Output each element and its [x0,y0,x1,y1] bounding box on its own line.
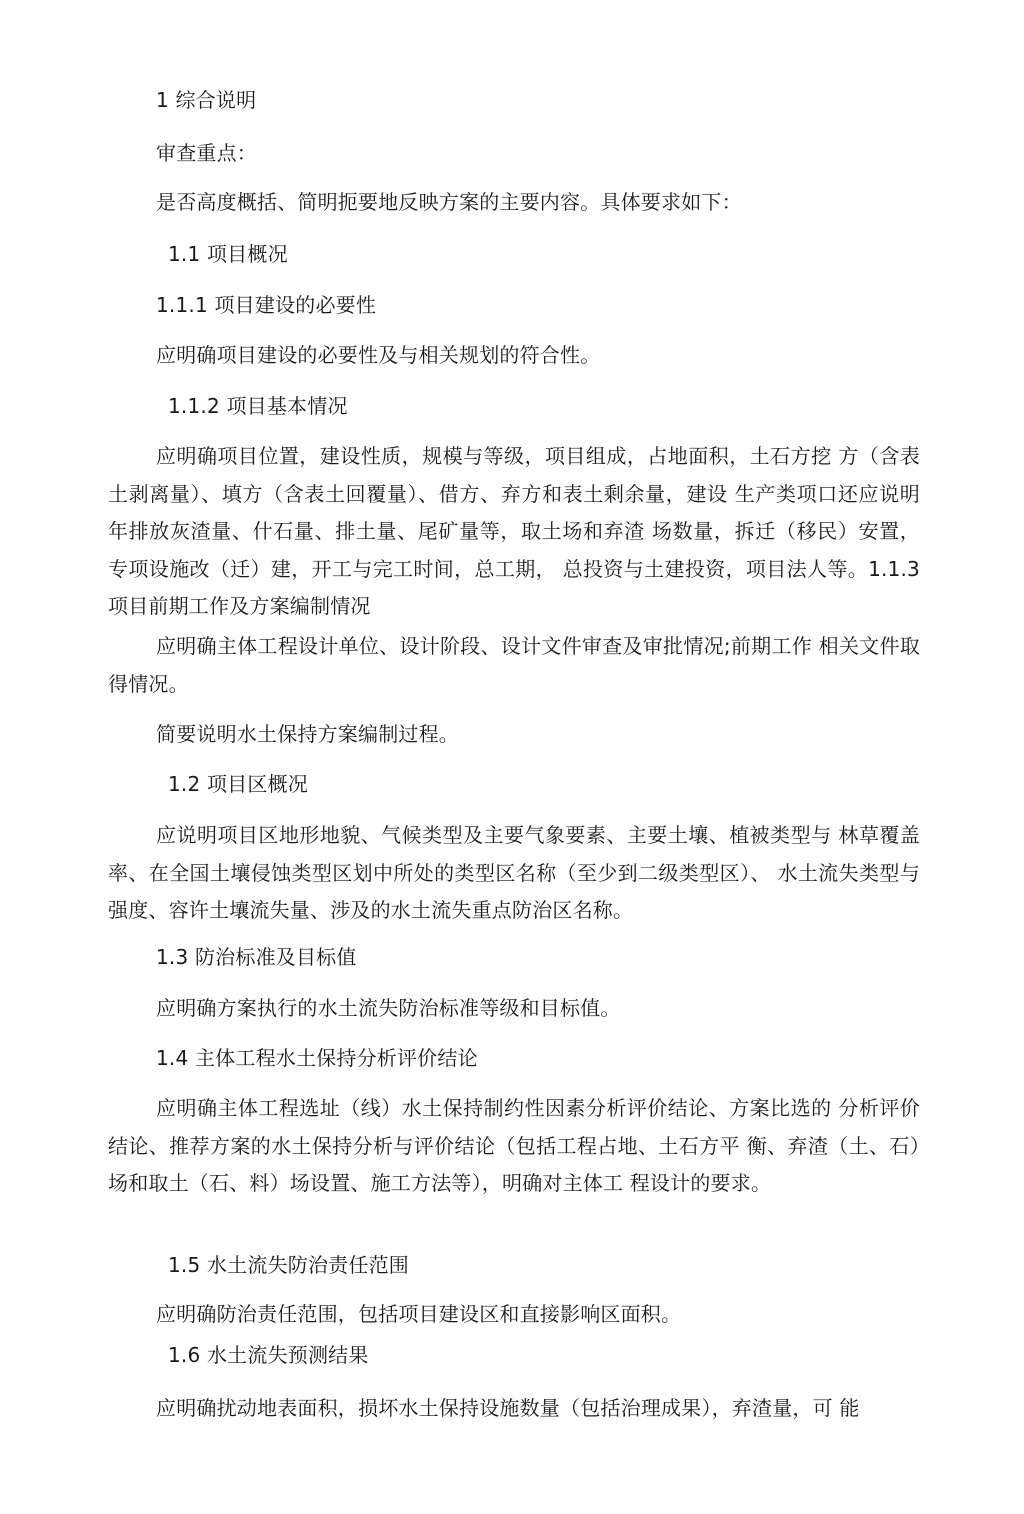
paragraph-1-4: 应明确主体工程选址（线）水土保持制约性因素分析评价结论、方案比选的 分析评价结论、推荐方案的水土保持分析与评价结论（包括工程占地、土石方平 衡、弃渣（土、石）场和取土（石、料）场设置、施工方法等），明确对主体工 程设计的要求。 [108,1096,920,1195]
review-label: 审查重点： [156,141,257,165]
paragraph-1-1-2: 应明确项目位置，建设性质，规模与等级，项目组成，占地面积，土石方挖 方（含表土剥离量）、填方（含表土回覆量）、借方、弃方和表土剩余量，建设 生产类项口还应说明年排放灰渣量、什石量、排土量、尾矿量等，取土场和弃渣 场数量，拆迁（移民）安置，专项设施改（迁）建，开工与完工时间，总工期， 总投资与土建投资，项目法人等。1.1.3 项目前期工作及方案编制情况 [108,444,920,618]
intro-text: 是否高度概括、简明扼要地反映方案的主要内容。具体要求如下： [156,190,742,214]
subsection-heading-1-5: 1.5 水土流失防治责任范围 [168,1253,409,1277]
subsection-heading-1-1-2: 1.1.2 项目基本情况 [168,394,348,418]
subsection-heading-1-1-1: 1.1.1 项目建设的必要性 [156,293,377,317]
subsection-heading-1-4: 1.4 主体工程水土保持分析评价结论 [156,1046,478,1070]
subsection-heading-1-6: 1.6 水土流失预测结果 [168,1343,369,1367]
subsection-heading-1-3: 1.3 防治标准及目标值 [156,945,357,969]
paragraph-1-1-3: 应明确主体工程设计单位、设计阶段、设计文件审查及审批情况;前期工作 相关文件取得情况。 [108,634,920,696]
paragraph-1-1-3-process: 简要说明水土保持方案编制过程。 [156,722,459,746]
paragraph-1-3: 应明确方案执行的水土流失防治标准等级和目标值。 [156,996,621,1020]
subsection-heading-1-2: 1.2 项目区概况 [168,772,308,796]
paragraph-1-1-1: 应明确项目建设的必要性及与相关规划的符合性。 [156,343,601,367]
paragraph-1-6: 应明确扰动地表面积，损坏水土保持设施数量（包括治理成果），弃渣量，可 能 [156,1396,860,1420]
paragraph-1-2: 应说明项目区地形地貌、气候类型及主要气象要素、主要土壤、植被类型与 林草覆盖率、在全国土壤侵蚀类型区划中所处的类型区名称（至少到二级类型区）、 水土流失类型与强度、容许土壤流失量、涉及的水土流失重点防治区名称。 [108,823,920,922]
subsection-heading-1-1: 1.1 项目概况 [168,242,288,266]
section-heading: 1 综合说明 [156,88,257,112]
paragraph-1-5: 应明确防治责任范围，包括项目建设区和直接影响区面积。 [156,1302,682,1326]
